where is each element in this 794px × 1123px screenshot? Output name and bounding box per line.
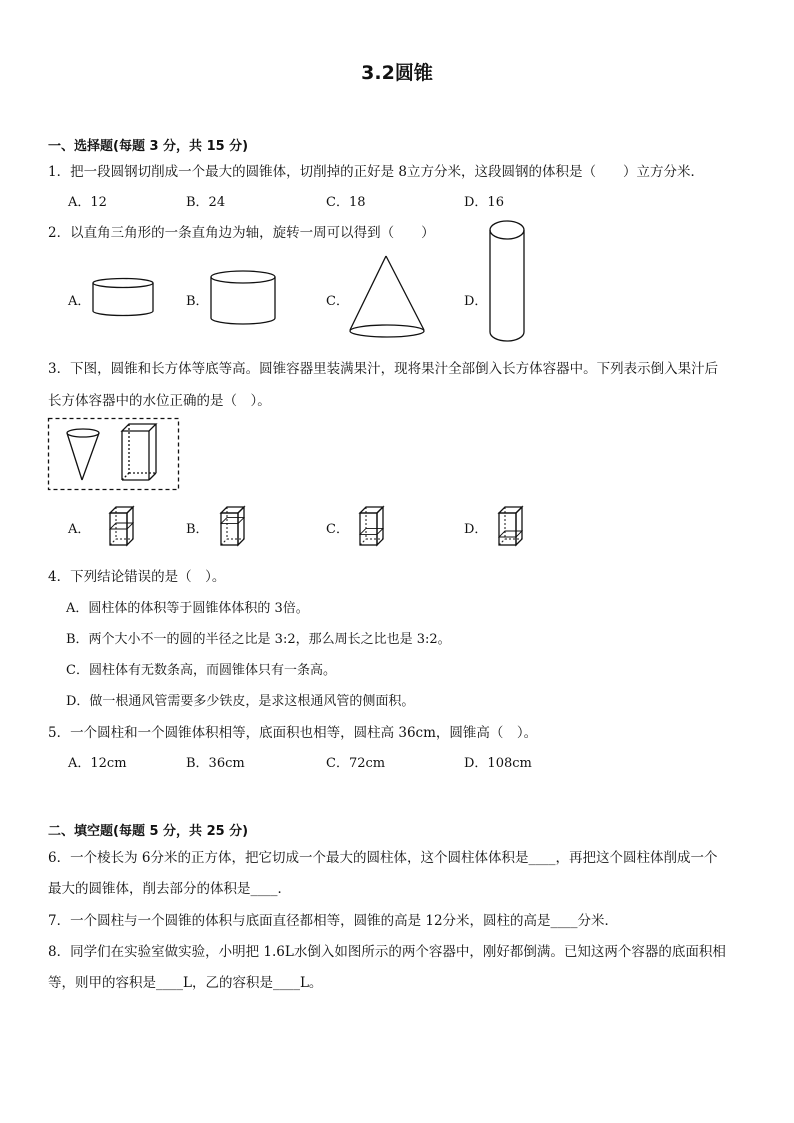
short-cylinder-figure — [92, 278, 156, 318]
q3-option-d[interactable]: D． — [464, 522, 488, 537]
q3-cuboid-a — [108, 505, 138, 549]
q2-option-b[interactable]: B． — [186, 294, 209, 309]
q2-option-a[interactable]: A． — [68, 294, 91, 309]
q1-option-d[interactable]: D．16 — [464, 195, 504, 210]
wide-cylinder-figure — [210, 270, 278, 326]
water-level-mark — [360, 528, 383, 534]
question-3-stem-line1: 3．下图，圆锥和长方体等底等高。圆锥容器里装满果汁，现将果汁全部倒入长方体容器中。下列表示倒入果汁后 — [48, 361, 719, 377]
q1-option-c[interactable]: C．18 — [326, 195, 366, 210]
q4-option-d[interactable]: D．做一根通风管需要多少铁皮，是求这根通风管的侧面积。 — [66, 694, 415, 709]
q2-option-d[interactable]: D． — [464, 294, 488, 309]
q1-option-a[interactable]: A．12 — [68, 195, 107, 210]
q3-option-a[interactable]: A． — [68, 522, 91, 537]
water-level-mark — [221, 518, 244, 524]
cone-and-cuboid-figure — [48, 418, 180, 492]
water-level-mark — [499, 531, 522, 537]
question-6-line1: 6．一个棱长为 6分米的正方体，把它切成一个最大的圆柱体，这个圆柱体体积是____，再把这个圆柱体削成一个 — [48, 850, 718, 866]
q5-option-c[interactable]: C．72cm — [326, 756, 386, 771]
q4-option-c[interactable]: C．圆柱体有无数条高，而圆锥体只有一条高。 — [66, 663, 336, 678]
question-8-line2: 等，则甲的容积是____L，乙的容积是____L。 — [48, 975, 323, 991]
question-7: 7．一个圆柱与一个圆锥的体积与底面直径都相等，圆锥的高是 12分米，圆柱的高是____分米． — [48, 913, 619, 929]
q3-cuboid-b — [219, 505, 249, 549]
section-heading-fill: 二、填空题(每题 5 分，共 25 分) — [48, 824, 249, 839]
question-3-stem-line2: 长方体容器中的水位正确的是（ ）。 — [48, 393, 271, 409]
question-5-stem: 5．一个圆柱和一个圆锥体积相等，底面积也相等，圆柱高 36cm，圆锥高（ ）。 — [48, 725, 538, 741]
question-8-line1: 8．同学们在实验室做实验，小明把 1.6L水倒入如图所示的两个容器中，刚好都倒满。已知这两个容器的底面积相 — [48, 944, 726, 960]
water-level-mark — [110, 523, 133, 529]
q5-option-b[interactable]: B．36cm — [186, 756, 245, 771]
question-4-stem: 4．下列结论错误的是（ ）。 — [48, 569, 226, 585]
question-6-line2: 最大的圆锥体，削去部分的体积是____． — [48, 881, 291, 897]
q3-cuboid-d — [497, 505, 527, 549]
section-heading-choice: 一、选择题(每题 3 分，共 15 分) — [48, 139, 249, 154]
q4-option-a[interactable]: A．圆柱体的体积等于圆锥体体积的 3倍。 — [66, 601, 309, 616]
q3-cuboid-c — [358, 505, 388, 549]
q5-option-a[interactable]: A．12cm — [68, 756, 127, 771]
tall-cylinder-figure — [489, 220, 529, 346]
q2-option-c[interactable]: C． — [326, 294, 349, 309]
q3-option-b[interactable]: B． — [186, 522, 209, 537]
question-1-stem: 1．把一段圆钢切削成一个最大的圆锥体，切削掉的正好是 8立方分米，这段圆钢的体积是（ ）立方分米． — [48, 164, 704, 180]
q3-option-c[interactable]: C． — [326, 522, 349, 537]
q1-option-b[interactable]: B．24 — [186, 195, 226, 210]
q5-option-d[interactable]: D．108cm — [464, 756, 532, 771]
q4-option-b[interactable]: B．两个大小不一的圆的半径之比是 3:2，那么周长之比也是 3:2。 — [66, 632, 451, 647]
question-2-stem: 2．以直角三角形的一条直角边为轴，旋转一周可以得到（ ） — [48, 225, 435, 241]
cone-figure — [348, 255, 428, 339]
page-title: 3.2圆锥 — [361, 62, 433, 84]
